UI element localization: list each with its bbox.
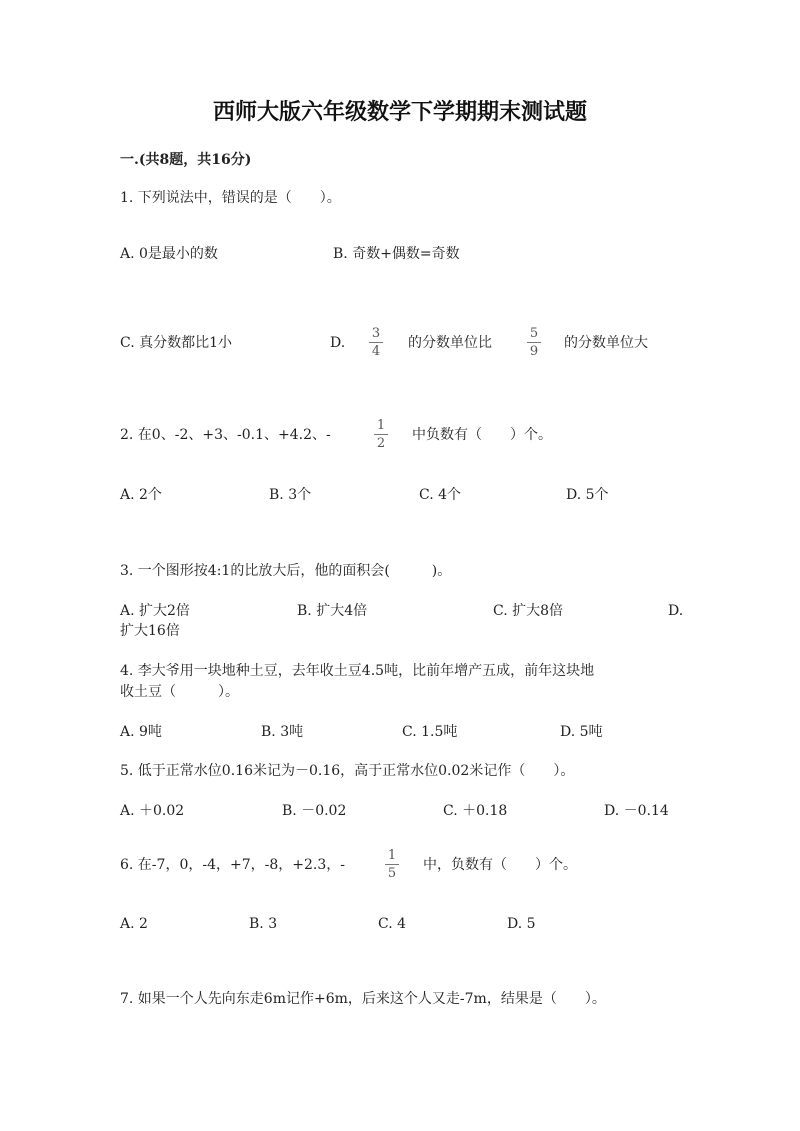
question-1-option-d-suffix: 的分数单位大 <box>564 335 648 351</box>
question-3-option-b: B. 扩大4倍 <box>297 603 368 619</box>
question-3-option-a: A. 扩大2倍 <box>120 603 190 619</box>
section-heading: 一.(共8题，共16分) <box>120 152 252 168</box>
question-2-stem: 2. 在0、-2、+3、-0.1、+4.2、- <box>120 427 331 443</box>
question-6-option-c: C. 4 <box>378 916 407 932</box>
question-6-option-a: A. 2 <box>120 916 148 932</box>
question-1-fraction-1 <box>366 326 386 359</box>
fraction-denominator: 9 <box>529 344 539 359</box>
question-2-option-c: C. 4个 <box>419 487 462 503</box>
question-6-option-b: B. 3 <box>249 916 278 932</box>
question-5-option-b: B. －0.02 <box>282 803 347 819</box>
question-4-option-b: B. 3吨 <box>261 724 304 740</box>
question-4-stem: 4. 李大爷用一块地种土豆，去年收土豆4.5吨，比前年增产五成，前年这块地 <box>120 663 595 679</box>
question-1-option-d-label: D. <box>330 335 346 351</box>
question-1-option-b: B. 奇数+偶数=奇数 <box>333 246 460 262</box>
question-4-option-d: D. 5吨 <box>560 724 603 740</box>
question-2-option-a: A. 2个 <box>120 487 162 503</box>
question-2-option-d: D. 5个 <box>566 487 609 503</box>
question-4-option-a: A. 9吨 <box>120 724 162 740</box>
question-6-stem: 6. 在-7，0，-4，+7，-8，+2.3，- <box>120 857 345 873</box>
question-3-stem: 3. 一个图形按4:1的比放大后，他的面积会( )。 <box>120 563 452 579</box>
question-1-option-d-text: 的分数单位比 <box>408 335 492 351</box>
fraction-numerator: 3 <box>371 326 381 341</box>
fraction-bar <box>385 864 399 865</box>
fraction-numerator: 1 <box>387 848 397 863</box>
question-3-option-c: C. 扩大8倍 <box>493 603 564 619</box>
fraction-bar <box>374 434 388 435</box>
fraction-denominator: 2 <box>376 436 386 451</box>
question-5-option-d: D. －0.14 <box>604 803 669 819</box>
question-2-fraction <box>371 418 391 451</box>
fraction-bar <box>369 342 383 343</box>
fraction-numerator: 1 <box>376 418 386 433</box>
question-4-option-c: C. 1.5吨 <box>402 724 458 740</box>
question-6-option-d: D. 5 <box>507 916 536 932</box>
fraction-denominator: 5 <box>387 866 397 881</box>
question-2-option-b: B. 3个 <box>269 487 312 503</box>
question-6-fraction <box>382 848 402 881</box>
question-1-option-c: C. 真分数都比1小 <box>120 335 233 351</box>
fraction-denominator: 4 <box>371 344 381 359</box>
fraction-bar <box>527 342 541 343</box>
page-title: 西师大版六年级数学下学期期末测试题 <box>212 99 587 125</box>
question-5-stem: 5. 低于正常水位0.16米记为－0.16，高于正常水位0.02米记作（ ）。 <box>120 763 575 779</box>
question-5-option-a: A. ＋0.02 <box>120 803 185 819</box>
question-7-stem: 7. 如果一个人先向东走6m记作+6m，后来这个人又走-7m，结果是（ ）。 <box>120 991 606 1007</box>
question-1-option-a: A. 0是最小的数 <box>120 246 218 262</box>
question-1-stem: 1. 下列说法中，错误的是（ ）。 <box>120 190 341 206</box>
question-3-option-d: D. <box>668 603 684 619</box>
question-5-option-c: C. ＋0.18 <box>443 803 508 819</box>
question-3-option-d-text: 扩大16倍 <box>120 623 180 639</box>
question-6-stem-end: 中，负数有（ ）个。 <box>423 857 577 873</box>
question-1-fraction-2 <box>524 326 544 359</box>
question-4-stem-cont: 收土豆（ ）。 <box>120 684 239 700</box>
fraction-numerator: 5 <box>529 326 539 341</box>
question-2-stem-end: 中负数有（ ）个。 <box>412 427 552 443</box>
